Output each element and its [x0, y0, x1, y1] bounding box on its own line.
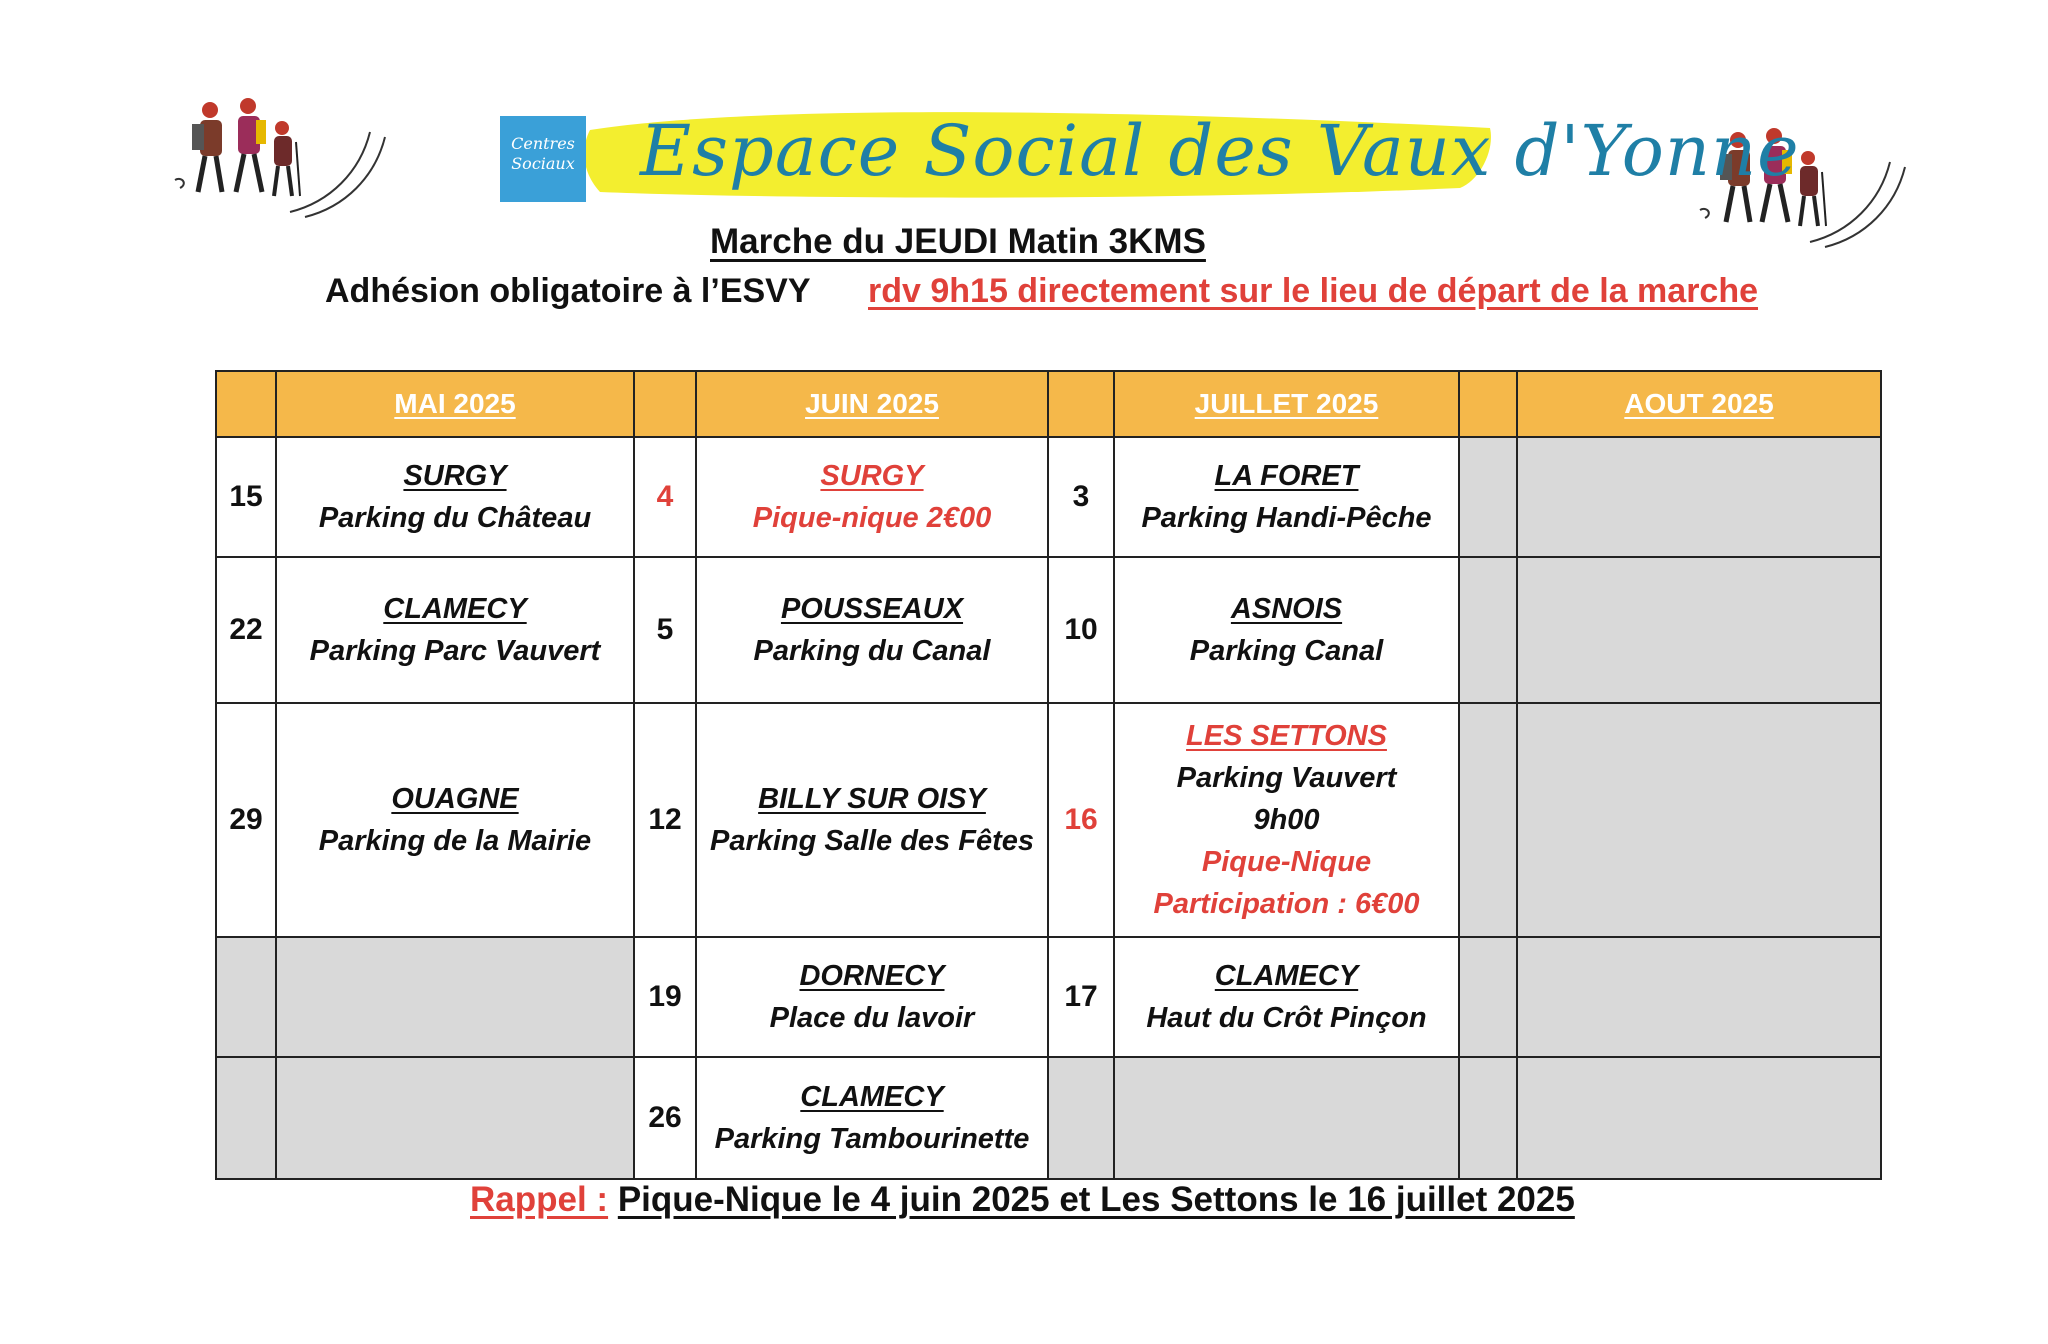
walk-cell	[1114, 703, 1459, 937]
walk-name: LES SETTONS	[1186, 720, 1387, 752]
walk-cell	[1114, 937, 1459, 1057]
header-day-cell	[634, 371, 696, 437]
reminder-text: Pique-Nique le 4 juin 2025 et Les Settons le 16 juillet 2025	[617, 1180, 1575, 1219]
walk-name: POUSSEAUX	[780, 593, 964, 625]
empty-cell	[1459, 557, 1517, 703]
table-row	[216, 1057, 1881, 1179]
rdv-notice: rdv 9h15 directement sur le lieu de départ de la marche	[868, 272, 1759, 310]
header-day-cell	[216, 371, 276, 437]
walk-place: Parking Canal	[1189, 635, 1384, 667]
walk-place: Haut du Crôt Pinçon	[1146, 1002, 1427, 1034]
empty-cell	[1517, 437, 1881, 557]
table-row	[216, 937, 1881, 1057]
walk-name: OUAGNE	[391, 783, 519, 815]
walk-place: Parking de la Mairie	[318, 825, 592, 857]
table-row	[216, 703, 1881, 937]
walk-cell	[1114, 437, 1459, 557]
empty-cell	[1459, 937, 1517, 1057]
empty-cell	[276, 1057, 634, 1179]
walk-extra-participation: Participation : 6€00	[1153, 888, 1420, 920]
adhesion-notice: Adhésion obligatoire à l’ESVY	[325, 272, 811, 310]
day-cell: 16	[1048, 703, 1114, 937]
day-cell: 4	[634, 437, 696, 557]
hikers-illustration-left	[170, 92, 390, 232]
empty-cell	[1517, 937, 1881, 1057]
day-cell: 5	[634, 557, 696, 703]
walk-extra-picnic: Pique-Nique	[1201, 846, 1372, 878]
walk-name: DORNECY	[799, 960, 945, 992]
day-cell: 26	[634, 1057, 696, 1179]
table-row	[216, 437, 1881, 557]
empty-cell	[1459, 1057, 1517, 1179]
walk-place: Parking Tambourinette	[714, 1123, 1030, 1155]
walk-name: LA FORET	[1214, 460, 1359, 492]
walk-cell	[276, 703, 634, 937]
walk-name: SURGY	[403, 460, 507, 492]
empty-cell	[1114, 1057, 1459, 1179]
walk-place: Parking du Canal	[753, 635, 991, 667]
header-day-cell	[1459, 371, 1517, 437]
empty-cell	[1048, 1057, 1114, 1179]
walk-cell	[696, 703, 1048, 937]
day-cell: 3	[1048, 437, 1114, 557]
page-subtitle: Marche du JEUDI Matin 3KMS	[710, 222, 1206, 261]
reminder-label: Rappel :	[470, 1180, 609, 1219]
walk-place: Parking du Château	[318, 502, 592, 534]
table-row	[216, 557, 1881, 703]
day-cell: 15	[216, 437, 276, 557]
walk-name: SURGY	[820, 460, 924, 492]
empty-cell	[216, 1057, 276, 1179]
walk-place: Pique-nique 2€00	[752, 502, 992, 534]
walk-name: BILLY SUR OISY	[758, 783, 986, 815]
day-cell: 29	[216, 703, 276, 937]
centres-sociaux-logo	[500, 116, 586, 202]
walk-place: Parking Parc Vauvert	[309, 635, 601, 667]
header-month-juin: JUIN 2025	[696, 371, 1048, 437]
walk-place: Parking Vauvert	[1176, 762, 1397, 794]
walk-cell	[276, 557, 634, 703]
walk-cell	[696, 1057, 1048, 1179]
header-month-aout: AOUT 2025	[1517, 371, 1881, 437]
reminder-line	[470, 1180, 1575, 1220]
empty-cell	[1517, 703, 1881, 937]
walk-place: Parking Handi-Pêche	[1141, 502, 1432, 534]
walk-place: Place du lavoir	[769, 1002, 975, 1034]
walk-time: 9h00	[1253, 804, 1320, 836]
walk-name: CLAMECY	[800, 1081, 944, 1113]
walk-name: CLAMECY	[383, 593, 527, 625]
logo-badge-line2: Sociaux	[511, 154, 575, 173]
empty-cell	[1459, 703, 1517, 937]
schedule-table	[215, 370, 1882, 1180]
brand-title: Espace Social des Vaux d'Yonne	[640, 110, 1800, 192]
logo-badge-line1: Centres	[511, 134, 575, 153]
day-cell: 19	[634, 937, 696, 1057]
walk-cell	[276, 437, 634, 557]
day-cell: 17	[1048, 937, 1114, 1057]
walk-cell	[1114, 557, 1459, 703]
table-header-row	[216, 371, 1881, 437]
walk-cell	[696, 437, 1048, 557]
empty-cell	[1517, 1057, 1881, 1179]
day-cell: 10	[1048, 557, 1114, 703]
header-month-mai: MAI 2025	[276, 371, 634, 437]
empty-cell	[276, 937, 634, 1057]
walk-cell	[696, 937, 1048, 1057]
walk-name: ASNOIS	[1230, 593, 1343, 625]
logo-banner	[500, 100, 1800, 210]
header-day-cell	[1048, 371, 1114, 437]
walk-name: CLAMECY	[1214, 960, 1359, 992]
empty-cell	[216, 937, 276, 1057]
empty-cell	[1517, 557, 1881, 703]
day-cell: 22	[216, 557, 276, 703]
walk-cell	[696, 557, 1048, 703]
walk-place: Parking Salle des Fêtes	[710, 825, 1034, 857]
day-cell: 12	[634, 703, 696, 937]
header-month-juillet: JUILLET 2025	[1114, 371, 1459, 437]
empty-cell	[1459, 437, 1517, 557]
